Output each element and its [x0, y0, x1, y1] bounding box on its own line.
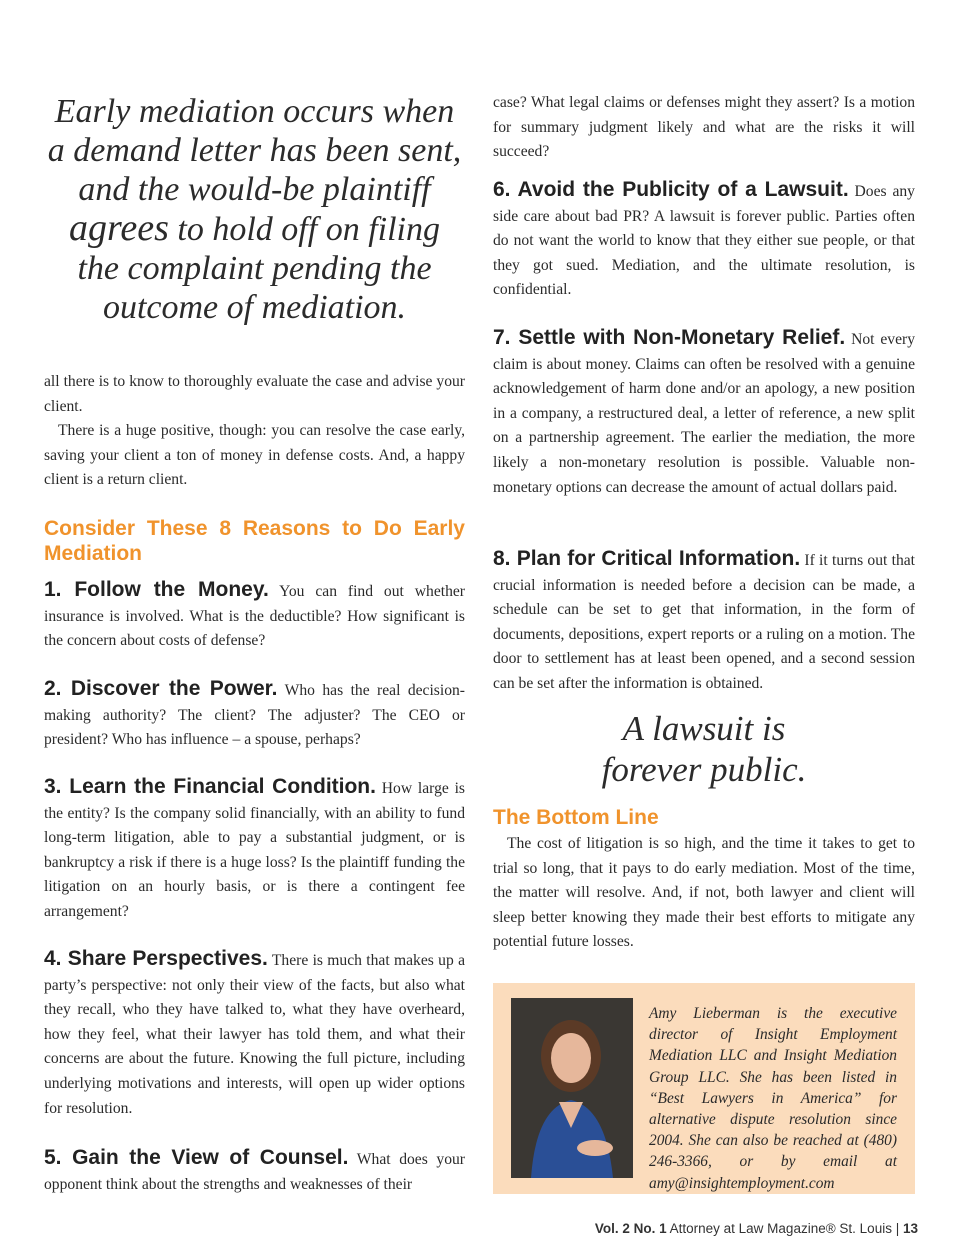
page-number: 13 [902, 1221, 918, 1236]
pull-quote-emphasis: agrees [69, 207, 169, 249]
pull-quote-2 [493, 708, 915, 790]
reason-title: 4. Share Perspectives. [44, 947, 268, 970]
reason-2 [44, 677, 465, 753]
pull-quote-line: and the would-be plaintiff [78, 171, 431, 208]
reason-title: 5. Gain the View of Counsel. [44, 1146, 349, 1169]
reason-1 [44, 578, 465, 654]
paragraph: all there is to know to thoroughly evaluate the case and advise your client. [44, 373, 465, 415]
reason-text: You can find out whether insurance is involved. What is the deductible? How significant is the concern about costs of defense? [44, 583, 465, 650]
reason-title: 2. Discover the Power. [44, 677, 278, 700]
left-intro [44, 370, 465, 493]
section-heading: Consider These 8 Reasons to Do Early Mediation [44, 517, 465, 565]
magazine-name: Attorney at Law Magazine® St. Louis [666, 1221, 892, 1236]
issue-label: Vol. 2 No. 1 [594, 1221, 667, 1236]
reason-title: 3. Learn the Financial Condition. [44, 775, 376, 798]
reason-5 [44, 1146, 465, 1197]
author-photo [511, 998, 633, 1178]
reason-text: Does any side care about bad PR? A lawsuit is forever public. Parties often do not want the world to know that they either sue people, or that they got sued. Mediation, and the ultimate resolution, is confidential. [493, 183, 915, 299]
reason-title: 1. Follow the Money. [44, 578, 269, 601]
reason-title: 6. Avoid the Publicity of a Lawsuit. [493, 178, 849, 201]
pull-quote-line: outcome of mediation. [102, 289, 407, 326]
author-bio-text: Amy Lieberman is the executive director of Insight Employment Mediation LLC and Insight Mediation Group LLC. She has been listed in “Best Lawyers in America” for alternative dispute resolution since 2004. She can also be reached at (480) 246-3366, or by email at amy@insightemployment.com [649, 1005, 897, 1192]
reason-text: Not every claim is about money. Claims can often be resolved with a genuine acknowledgement of harm done and/or an apology, a new position in a company, a restructured deal, a letter of reference, a new split on a partnership agreement. The earlier the mediation, the more likely a non-monetary resolution is possible. Valuable non-monetary options can decrease the amount of actual dollars paid. [493, 331, 915, 496]
reason-4 [44, 947, 465, 1121]
pull-quote-line: the complaint pending the [77, 250, 432, 287]
pull-quote-line: a demand letter has been sent, [47, 132, 462, 169]
pull-quote-line: Early mediation occurs when [54, 93, 455, 130]
footer-separator: | [891, 1221, 903, 1236]
author-bio-box [493, 983, 915, 1194]
paragraph: The cost of litigation is so high, and the time it takes to get to trial so long, that it pays to do early mediation. Most of the time, the matter will resolve. And, if not, both lawyer and client will sleep better knowing they made their best efforts to mitigate any potential future losses. [493, 835, 915, 951]
reason-text: There is much that makes up a party’s perspective: not only their view of the facts, but also what they recall, who they have talked to, what they have overheard, how they feel, what their lawyer has told them, and what their concerns are about the future. Knowing the full picture, including underlying motivations and interests, will open up wider options for resolution. [44, 952, 465, 1117]
reason-7 [493, 326, 915, 500]
bottom-line-heading: The Bottom Line [493, 806, 659, 829]
reason-text: Who has the real decision-making authority? The client? The adjuster? The CEO or president? Who has influence – a spouse, perhaps? [44, 682, 465, 749]
reason-8 [493, 547, 915, 697]
reason-title: 7. Settle with Non-Monetary Relief. [493, 326, 846, 349]
reason-title: 8. Plan for Critical Information. [493, 547, 801, 570]
pull-quote-line: A lawsuit is [622, 709, 786, 748]
pull-quote-line: forever public. [601, 750, 807, 789]
pull-quote [44, 92, 465, 327]
reason-6 [493, 178, 915, 303]
reason-text: What does your opponent think about the strengths and weaknesses of their [44, 1151, 465, 1193]
page-footer [595, 1221, 918, 1236]
paragraph: There is a huge positive, though: you can resolve the case early, saving your client a ton of money in defense costs. And, a happy client is a return client. [44, 422, 465, 489]
pull-quote-text: to hold off on filing [168, 211, 440, 248]
reason-text: If it turns out that crucial information is needed before a decision can be made, a schedule can be set to get that information, in the form of documents, depositions, expert reports or a ruling on a motion. The door to settlement has at least been opened, and a second session can be set after the information is obtained. [493, 552, 915, 692]
reason-3 [44, 775, 465, 925]
author-portrait-illustration [511, 998, 633, 1178]
reason-text: How large is the entity? Is the company solid financially, with an ability to fund long-term litigation, able to pay a substantial judgment, or is bankruptcy a risk if there is a huge loss? Is the plaintiff funding the litigation on an hourly basis, or is there a contingent fee arrangement? [44, 780, 465, 920]
bottom-line-body [493, 832, 915, 955]
reason-text: case? What legal claims or defenses might they assert? Is a motion for summary judgment likely and what are the risks it will succeed? [493, 94, 915, 161]
reason-5-continued [493, 91, 915, 165]
pull-quote-line [44, 209, 465, 249]
